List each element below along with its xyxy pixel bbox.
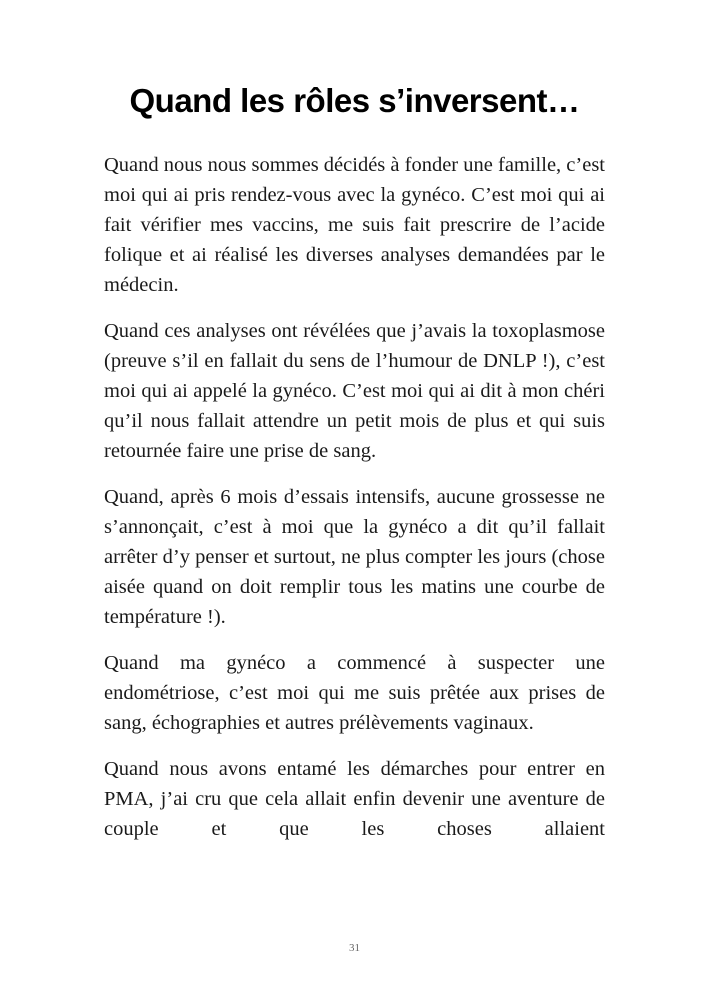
body-text [104, 150, 605, 860]
paragraph: Quand nous nous sommes décidés à fonder une famille, c’est moi qui ai pris rendez-vous avec la gynéco. C’est moi qui ai fait vérifier mes vaccins, me suis fait prescrire de l’acide folique et ai réalisé les diverses analyses demandées par le médecin. [104, 154, 605, 296]
paragraph: Quand ces analyses ont révélées que j’avais la toxoplasmose (preuve s’il en fallait du sens de l’humour de DNLP !), c’est moi qui ai appelé la gynéco. C’est moi qui ai dit à mon chéri qu’il nous fallait attendre un petit mois de plus et qui suis retournée faire une prise de sang. [104, 320, 605, 462]
chapter-title: Quand les rôles s’inversent… [129, 82, 580, 119]
paragraph: Quand ma gynéco a commencé à suspecter une endométriose, c’est moi qui me suis prêtée aux prises de sang, échographies et autres prélèvements vaginaux. [104, 652, 605, 734]
page-number: 31 [349, 942, 360, 954]
paragraph: Quand, après 6 mois d’essais intensifs, aucune grossesse ne s’annonçait, c’est à moi que la gynéco a dit qu’il fallait arrêter d’y penser et surtout, ne plus compter les jours (chose aisée quand on doit remplir tous les matins une courbe de température !). [104, 486, 605, 628]
paragraph: Quand nous avons entamé les démarches pour entrer en PMA, j’ai cru que cela allait enfin devenir une aventure de couple et que les choses allaient [104, 758, 605, 840]
